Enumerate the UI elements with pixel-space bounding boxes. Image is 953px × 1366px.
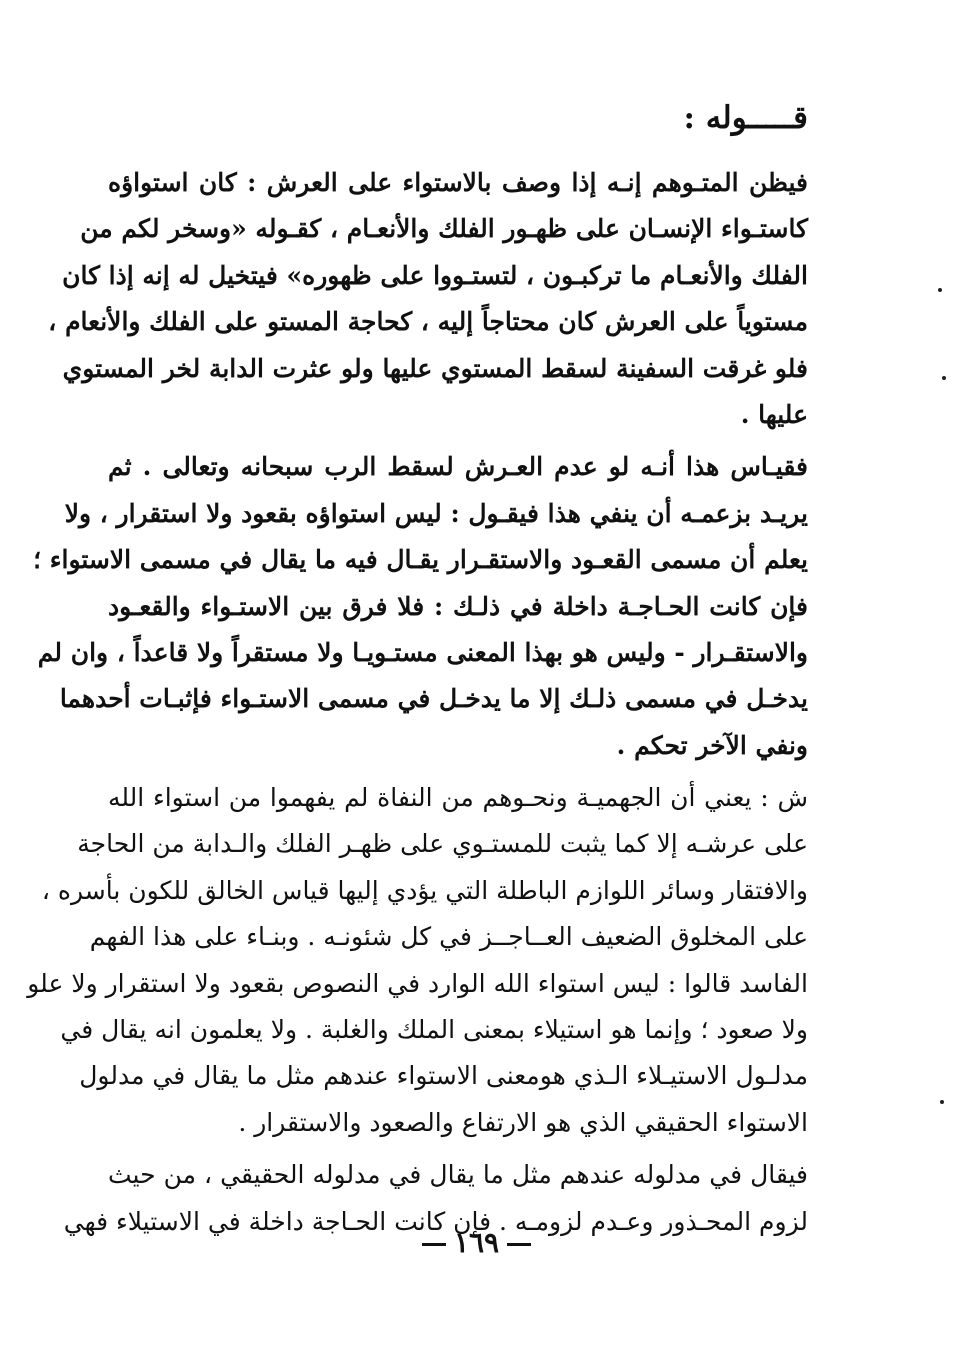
text-line: كاستـواء الإنسـان على ظهـور الفلك والأنعـام ، كقـوله «وسخر لكم من [80, 214, 808, 244]
text-line: مدلـول الاستيـلاء الـذي هومعنى الاستواء عندهم مثل ما يقال في مدلول [79, 1061, 808, 1091]
paragraph-1 [48, 160, 808, 438]
text-line: فإن كانت الحـاجـة داخلة في ذلـك : فلا فرق بين الاستـواء والقعـود [108, 591, 808, 621]
paragraph-3 [27, 775, 808, 1146]
text-line: يعلم أن مسمى القعـود والاستقـرار يقـال فيه ما يقال في مسمى الاستواء ؛ [33, 545, 808, 575]
text-line: فلو غرقت السفينة لسقط المستوي عليها ولو عثرت الدابة لخر المستوي [62, 353, 808, 383]
text-line: يريـد بزعمـه أن ينفي هذا فيقـول : ليس استواؤه بقعود ولا استقرار ، ولا [64, 498, 808, 528]
text-line: مستوياً على العرش كان محتاجاً إليه ، كحاجة المستو على الفلك والأنعام ، [48, 307, 808, 337]
text-line: فيظن المتـوهم إنـه إذا وصف بالاستواء على العرش : كان استواؤه [108, 168, 808, 197]
text-line: فيقال في مدلوله عندهم مثل ما يقال في مدلوله الحقيقي ، من حيث [108, 1160, 808, 1190]
text-line: ولا صعود ؛ وإنما هو استيلاء بمعنى الملك والغلبة . ولا يعلمون انه يقال في [60, 1015, 808, 1045]
text-line: على المخلوق الضعيف العــاجــز في كل شئونـه . وبنـاء على هذا الفهم [89, 922, 808, 952]
text-line: والافتقار وسائر اللوازم الباطلة التي يؤدي إليها قياس الخالق للكون بأسره ، [41, 875, 808, 905]
page-number-text: ١٦٩ [453, 1226, 500, 1259]
section-heading: قـــــوله : [683, 100, 808, 136]
text-line: الفاسد قالوا : ليس استواء الله الوارد في النصوص بقعود ولا استقرار ولا علو [27, 968, 808, 998]
scan-speck [942, 376, 946, 380]
text-line: يدخـل في مسمى ذلـك إلا ما يدخـل في مسمى الاستـواء فإثبـات أحدهما [59, 684, 808, 714]
text-line: ش : يعني أن الجهميـة ونحـوهم من النفاة لم يفهموا من استواء الله [108, 783, 808, 813]
text-line: والاستقـرار - وليس هو بهذا المعنى مستـويـا ولا مستقراً ولا قاعداً ، وان لم [37, 637, 808, 667]
text-line: فقيـاس هذا أنـه لو عدم العـرش لسقط الرب سبحانه وتعالى . ثم [108, 452, 808, 482]
text-line: ونفي الآخر تحكم . [616, 730, 808, 760]
scan-speck [940, 1100, 944, 1104]
text-line: لزوم المحـذور وعـدم لزومـه . فإن كانت الحـاجة داخلة في الاستيلاء فهي [63, 1206, 808, 1236]
body-text [27, 160, 808, 1245]
scan-speck [938, 288, 942, 292]
text-line: على عرشـه إلا كما يثبت للمستـوي على ظهـر الفلك والـدابة من الحاجة [77, 829, 808, 859]
dash-left [507, 1243, 531, 1246]
paragraph-2 [33, 444, 808, 769]
page-number [0, 1226, 953, 1259]
text-line: عليها . [740, 399, 808, 429]
dash-right [422, 1243, 446, 1246]
text-line: الفلك والأنعـام ما تركبـون ، لتستـووا على ظهوره» فيتخيل له إنه إذا كان [62, 260, 808, 290]
text-line: الاستواء الحقيقي الذي هو الارتفاع والصعود والاستقرار . [238, 1107, 808, 1137]
